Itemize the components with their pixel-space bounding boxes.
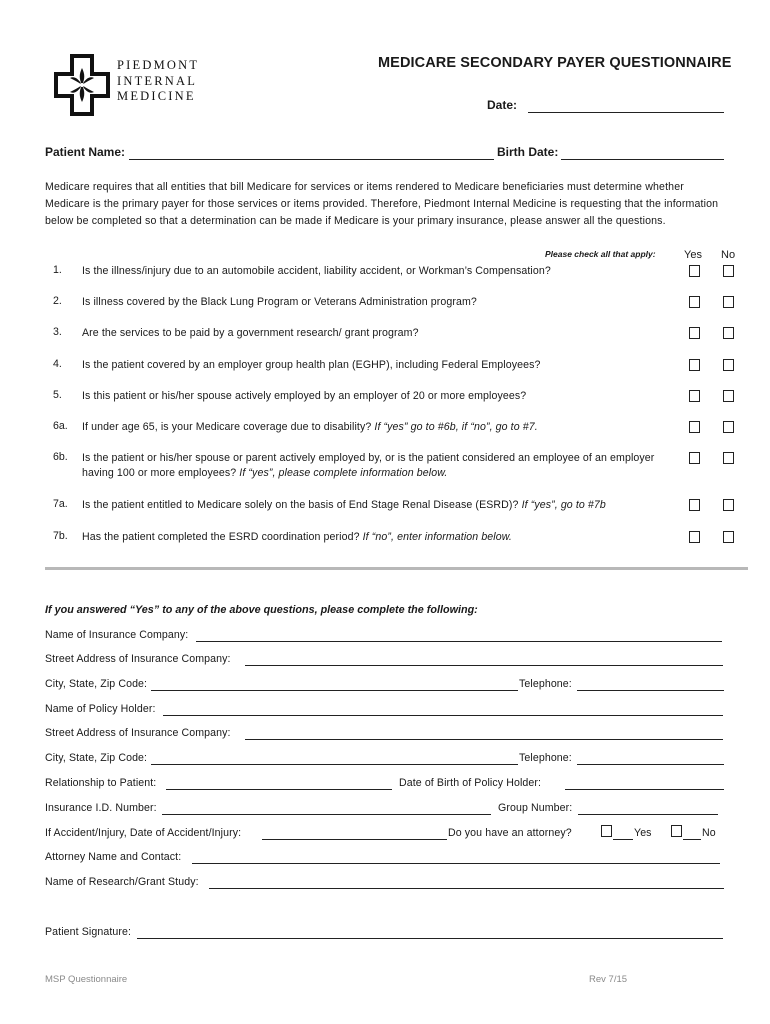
question-body: Are the services to be paid by a government research/ grant program? xyxy=(82,327,419,339)
attorney-yes-checkbox[interactable] xyxy=(601,825,612,837)
accident-date-label: If Accident/Injury, Date of Accident/Injury: xyxy=(45,827,242,839)
question-number: 4. xyxy=(53,358,62,370)
patient-name-field[interactable] xyxy=(129,145,494,160)
insurance-heading: If you answered “Yes” to any of the above questions, please complete the following: xyxy=(45,604,478,616)
question-number: 6a. xyxy=(53,420,68,432)
question-text xyxy=(82,420,657,435)
telephone-2-label: Telephone: xyxy=(519,752,572,764)
street-address-1-field[interactable] xyxy=(245,655,723,666)
city-state-zip-1-field[interactable] xyxy=(151,680,518,691)
footer-left: MSP Questionnaire xyxy=(45,974,128,985)
question-instruction: If “yes”, please complete information below. xyxy=(239,467,448,479)
attorney-no-line xyxy=(683,829,701,840)
question-body: Is this patient or his/her spouse actively employed by an employer of 20 or more employees? xyxy=(82,390,527,402)
insurance-company-field[interactable] xyxy=(196,631,722,642)
question-instruction: If “yes”, go to #7b xyxy=(521,499,606,511)
question-instruction: If “yes” go to #6b, if “no”, go to #7. xyxy=(374,421,538,433)
group-number-field[interactable] xyxy=(578,804,718,815)
q3-yes-checkbox[interactable] xyxy=(689,327,700,339)
question-body: Is the patient entitled to Medicare solely on the basis of End Stage Renal Disease (ESRD)? xyxy=(82,499,522,511)
q7a-no-checkbox[interactable] xyxy=(723,499,734,511)
footer-right: Rev 7/15 xyxy=(589,974,628,985)
q7b-yes-checkbox[interactable] xyxy=(689,531,700,543)
question-text xyxy=(82,451,657,481)
attorney-no-checkbox[interactable] xyxy=(671,825,682,837)
research-study-field[interactable] xyxy=(209,878,724,889)
no-header: No xyxy=(721,249,736,261)
q7a-yes-checkbox[interactable] xyxy=(689,499,700,511)
q7b-no-checkbox[interactable] xyxy=(723,531,734,543)
date-field[interactable] xyxy=(528,98,724,113)
q6a-yes-checkbox[interactable] xyxy=(689,421,700,433)
city-state-zip-2-field[interactable] xyxy=(151,754,518,765)
street-address-2-label: Street Address of Insurance Company: xyxy=(45,727,231,739)
question-text xyxy=(82,264,657,279)
date-label: Date: xyxy=(487,98,518,112)
q4-no-checkbox[interactable] xyxy=(723,359,734,371)
question-body: Is the illness/injury due to an automobile accident, liability accident, or Workman’s Compensation? xyxy=(82,265,551,277)
city-state-zip-2-label: City, State, Zip Code: xyxy=(45,752,148,764)
question-text xyxy=(82,389,657,404)
patient-signature-label: Patient Signature: xyxy=(45,926,132,938)
q5-yes-checkbox[interactable] xyxy=(689,390,700,402)
q2-no-checkbox[interactable] xyxy=(723,296,734,308)
question-instruction: If “no”, enter information below. xyxy=(362,531,512,543)
city-state-zip-1-label: City, State, Zip Code: xyxy=(45,678,148,690)
question-text xyxy=(82,295,657,310)
birth-date-field[interactable] xyxy=(561,145,724,160)
q5-no-checkbox[interactable] xyxy=(723,390,734,402)
question-number: 5. xyxy=(53,389,62,401)
attorney-yes-label: Yes xyxy=(634,827,652,839)
q6b-no-checkbox[interactable] xyxy=(723,452,734,464)
attorney-yes-line xyxy=(613,829,633,840)
q6b-yes-checkbox[interactable] xyxy=(689,452,700,464)
logo-wordmark xyxy=(117,58,199,105)
question-text xyxy=(82,530,657,545)
group-number-label: Group Number: xyxy=(498,802,573,814)
question-body: If under age 65, is your Medicare coverage due to disability? xyxy=(82,421,375,433)
piedmont-logo xyxy=(52,52,112,118)
policy-holder-label: Name of Policy Holder: xyxy=(45,703,156,715)
attorney-question-label: Do you have an attorney? xyxy=(448,827,572,839)
telephone-1-label: Telephone: xyxy=(519,678,572,690)
intro-paragraph: Medicare requires that all entities that bill Medicare for services or items rendered to Medicare beneficiaries must determine whether Medicare is the primary payer for those services or items provided. Therefore, Piedmont Internal Medicine is requesting that the information below be completed so that a determination can be made if Medicare is your primary insurance, please answer all the questions. xyxy=(45,181,719,227)
section-divider xyxy=(45,567,748,570)
logo-line-3: MEDICINE xyxy=(117,89,196,103)
policy-holder-field[interactable] xyxy=(163,705,723,716)
yes-header: Yes xyxy=(684,249,702,261)
insurance-id-field[interactable] xyxy=(162,804,491,815)
question-number: 2. xyxy=(53,295,62,307)
dob-policy-holder-label: Date of Birth of Policy Holder: xyxy=(399,777,542,789)
question-body: Has the patient completed the ESRD coordination period? xyxy=(82,531,363,543)
insurance-company-label: Name of Insurance Company: xyxy=(45,629,189,641)
research-study-label: Name of Research/Grant Study: xyxy=(45,876,199,888)
question-number: 7b. xyxy=(53,530,68,542)
question-number: 7a. xyxy=(53,498,68,510)
birth-date-label: Birth Date: xyxy=(497,145,559,159)
page-title: MEDICARE SECONDARY PAYER QUESTIONNAIRE xyxy=(378,55,732,71)
street-address-1-label: Street Address of Insurance Company: xyxy=(45,653,231,665)
q1-yes-checkbox[interactable] xyxy=(689,265,700,277)
attorney-contact-field[interactable] xyxy=(192,853,720,864)
dob-policy-holder-field[interactable] xyxy=(565,779,724,790)
attorney-contact-label: Attorney Name and Contact: xyxy=(45,851,182,863)
question-number: 6b. xyxy=(53,451,68,463)
q6a-no-checkbox[interactable] xyxy=(723,421,734,433)
question-body: Is illness covered by the Black Lung Program or Veterans Administration program? xyxy=(82,296,477,308)
q3-no-checkbox[interactable] xyxy=(723,327,734,339)
attorney-no-label: No xyxy=(702,827,716,839)
question-text xyxy=(82,498,657,513)
question-body: Is the patient covered by an employer group health plan (EGHP), including Federal Employees? xyxy=(82,359,541,371)
relationship-field[interactable] xyxy=(166,779,392,790)
patient-name-label: Patient Name: xyxy=(45,145,126,159)
insurance-id-label: Insurance I.D. Number: xyxy=(45,802,157,814)
q4-yes-checkbox[interactable] xyxy=(689,359,700,371)
q1-no-checkbox[interactable] xyxy=(723,265,734,277)
q2-yes-checkbox[interactable] xyxy=(689,296,700,308)
logo-line-2: INTERNAL xyxy=(117,73,198,88)
question-number: 1. xyxy=(53,264,62,276)
check-note: Please check all that apply: xyxy=(545,249,656,259)
question-number: 3. xyxy=(53,326,62,338)
question-body: Is the patient or his/her spouse or parent actively employed by, or is the patient considered an employee of an employer having 100 or more employees? xyxy=(82,452,655,479)
question-text xyxy=(82,326,657,341)
logo-line-1: PIEDMONT xyxy=(117,58,200,72)
question-text xyxy=(82,358,657,373)
patient-signature-field[interactable] xyxy=(137,928,723,939)
street-address-2-field[interactable] xyxy=(245,729,723,740)
relationship-label: Relationship to Patient: xyxy=(45,777,157,789)
telephone-1-field[interactable] xyxy=(577,680,724,691)
accident-date-field[interactable] xyxy=(262,829,447,840)
telephone-2-field[interactable] xyxy=(577,754,724,765)
